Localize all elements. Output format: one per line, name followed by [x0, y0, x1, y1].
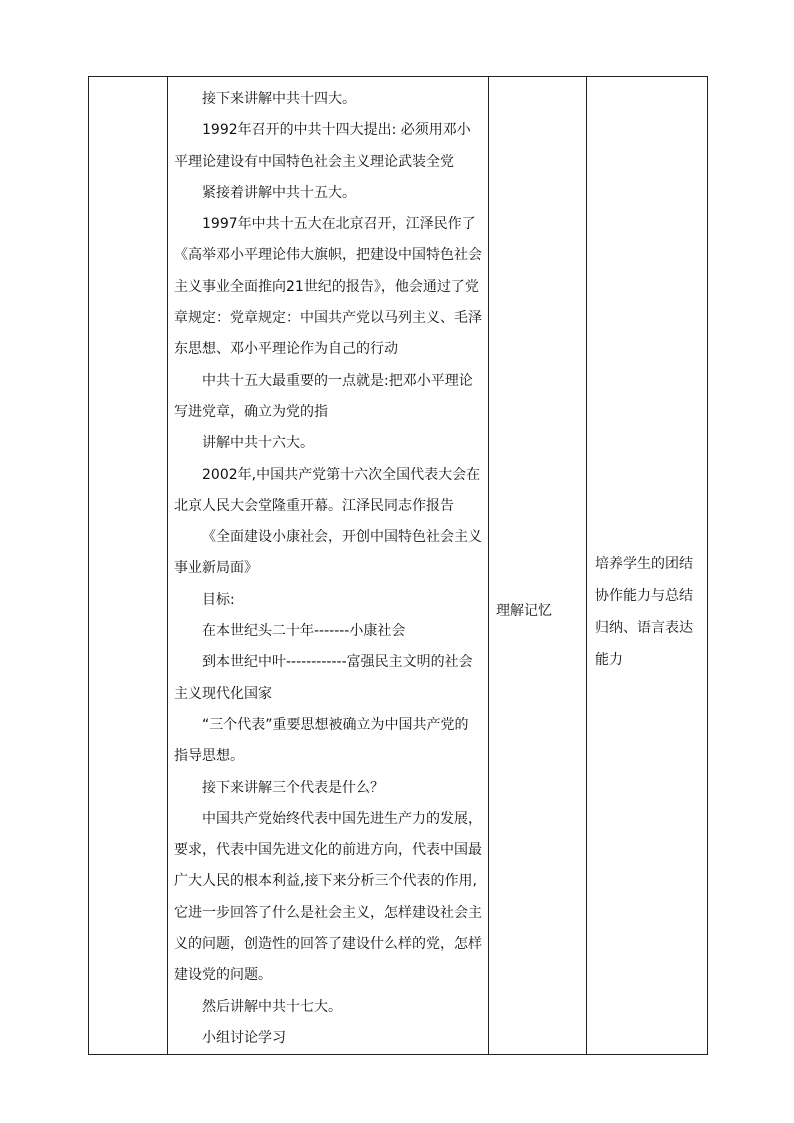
paragraph-17th-congress-intro: 然后讲解中共十七大。: [202, 998, 342, 1015]
paragraph-report-title: 《全面建设小康社会，开创中国特色社会主义事业新局面》: [174, 529, 482, 577]
teaching-content-cell: [168, 77, 489, 1055]
paragraph-15th-congress-key: 中共十五大最重要的一点就是:把邓小平理论写进党章，确立为党的指: [174, 372, 473, 420]
paragraph-14th-congress: 1992年召开的中共十四大提出: 必须用邓小平理论建设有中国特色社会主义理论武装全党: [174, 122, 471, 170]
paragraph-15th-congress-intro: 紧接着讲解中共十五大。: [202, 184, 356, 201]
paragraph-three-represents-detail: 中国共产党始终代表中国先进生产力的发展，要求，代表中国先进文化的前进方向，代表中国最广大人民的根本利益,接下来分析三个代表的作用,它进一步回答了什么是社会主义，怎样建设社会主义的问题，创造性的回答了建设什么样的党，怎样建设党的问题。: [174, 810, 482, 984]
paragraph-15th-congress: 1997年中共十五大在北京召开，江泽民作了《高举邓小平理论伟大旗帜，把建设中国特色社会主义事业全面推向21世纪的报告》，他会通过了党章规定：党章规定：中国共产党以马列主义、毛泽东思想、邓小平理论作为自己的行动: [174, 216, 482, 358]
empty-cell: [89, 77, 168, 1055]
paragraph-14th-congress-intro: 接下来讲解中共十四大。: [202, 91, 356, 107]
paragraph-goal-1: 在本世纪头二十年-------小康社会: [202, 623, 406, 640]
teaching-goal: 培养学生的团结协作能力与总结归纳、语言表达能力: [595, 555, 693, 668]
paragraph-goal-label: 目标:: [202, 591, 235, 608]
learning-method-cell: [489, 77, 587, 1055]
paragraph-group-discussion: 小组讨论学习: [202, 1029, 286, 1046]
paragraph-16th-congress-intro: 讲解中共十六大。: [202, 435, 314, 452]
paragraph-three-represents-intro: 接下来讲解三个代表是什么？: [202, 779, 384, 796]
paragraph-goal-2: 到本世纪中叶------------富强民主文明的社会主义现代化国家: [174, 654, 473, 702]
teaching-goal-cell: [587, 77, 708, 1055]
teaching-content: [168, 77, 488, 1054]
learning-method: 理解记忆: [496, 602, 552, 619]
paragraph-three-represents: “三个代表”重要思想被确立为中国共产党的指导思想。: [174, 716, 469, 765]
table-row: [89, 77, 708, 1055]
paragraph-16th-congress: 2002年,中国共产党第十六次全国代表大会在北京人民大会堂隆重开幕。江泽民同志作报告: [174, 466, 481, 514]
lesson-plan-table: [88, 76, 708, 1055]
